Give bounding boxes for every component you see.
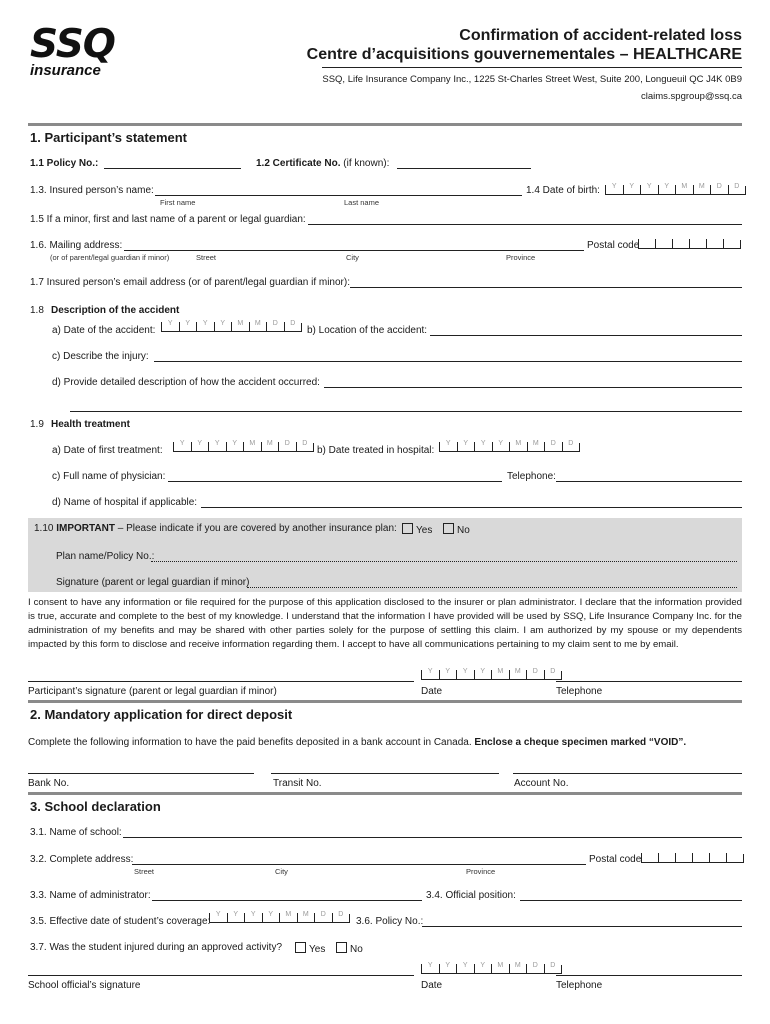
hospital-name-label: d) Name of hospital if applicable: [52, 497, 198, 508]
account-field[interactable] [513, 773, 742, 774]
date-digit-cell: M [509, 964, 527, 974]
last-name-hint: Last name [344, 198, 380, 207]
accident-date-field[interactable] [161, 320, 302, 332]
date-digit-cell: D [544, 442, 562, 452]
coverage-date-label: 3.5. Effective date of student’s coverage: [30, 916, 211, 927]
participant-sign-label: Participant’s signature (parent or legal guardian if minor) [28, 686, 277, 697]
postal-char-cell [726, 853, 743, 863]
activity-no-label: No [350, 944, 363, 955]
postal-char-cell [638, 239, 655, 249]
important-text: – Please indicate if you are covered by another insurance plan: [114, 523, 397, 534]
date-digit-cell: D [526, 670, 544, 680]
accident-title: Description of the accident [51, 305, 180, 316]
date-digit-cell: Y [456, 670, 474, 680]
activity-yes-checkbox[interactable] [295, 942, 306, 953]
participant-phone-field[interactable] [556, 681, 742, 682]
date-digit-cell: M [509, 442, 527, 452]
guardian-field[interactable] [308, 224, 742, 225]
date-digit-cell: Y [214, 322, 232, 332]
policy-field[interactable] [104, 168, 241, 169]
date-digit-cell: M [231, 322, 249, 332]
official-sign-label: School official’s signature [28, 980, 141, 991]
postal-char-cell [692, 853, 709, 863]
province-hint: Province [506, 253, 536, 262]
logo-sub: insurance [30, 62, 101, 79]
date-digit-cell: M [527, 442, 545, 452]
first-treatment-date-field[interactable] [173, 440, 314, 452]
date-digit-cell: Y [161, 322, 179, 332]
date-digit-cell: Y [492, 442, 510, 452]
section-3-title: 3. School declaration [30, 799, 161, 814]
date-digit-cell: Y [456, 964, 474, 974]
school-name-field[interactable] [123, 837, 742, 838]
date-digit-cell: D [314, 913, 332, 923]
date-digit-cell: D [728, 185, 746, 195]
date-digit-cell: M [249, 322, 267, 332]
date-digit-cell: Y [474, 964, 492, 974]
school-street-hint: Street [134, 867, 155, 876]
date-digit-cell: Y [439, 964, 457, 974]
certificate-field[interactable] [397, 168, 531, 169]
email-field[interactable] [350, 287, 742, 288]
sign-telephone-label: Telephone [556, 686, 603, 697]
deposit-intro-bold: Enclose a cheque specimen marked “VOID”. [474, 737, 687, 748]
street-hint: Street [196, 253, 217, 262]
how-field-2[interactable] [70, 411, 742, 412]
ssq-logo [30, 22, 130, 86]
date-digit-cell: Y [439, 670, 457, 680]
section-1-title: 1. Participant’s statement [30, 130, 188, 145]
injury-label: c) Describe the injury: [52, 351, 149, 362]
date-digit-cell: M [261, 442, 279, 452]
health-num: 1.9 [30, 419, 44, 430]
date-digit-cell: M [491, 670, 509, 680]
date-digit-cell: D [284, 322, 302, 332]
certificate-label: 1.2 Certificate No. [256, 158, 341, 169]
plan-field[interactable] [151, 561, 737, 562]
date-digit-cell: M [279, 913, 297, 923]
date-digit-cell: D [544, 964, 562, 974]
other-plan-no-checkbox[interactable] [443, 523, 454, 534]
accident-date-label: a) Date of the accident: [52, 325, 156, 336]
important-num: 1.10 [34, 523, 54, 534]
school-policy-field[interactable] [422, 926, 742, 927]
postal-char-cell [675, 853, 692, 863]
first-treatment-label: a) Date of first treatment: [52, 445, 163, 456]
insured-name-label: 1.3. Insured person’s name: [30, 185, 154, 196]
accident-num: 1.8 [30, 305, 44, 316]
school-postal-field[interactable] [641, 854, 744, 863]
postal-char-cell [672, 239, 689, 249]
administrator-label: 3.3. Name of administrator: [30, 890, 151, 901]
hospital-date-field[interactable] [439, 440, 580, 452]
date-digit-cell: D [710, 185, 728, 195]
coverage-date-field[interactable] [209, 911, 350, 923]
company-address: SSQ, Life Insurance Company Inc., 1225 St-Charles Street West, Suite 200, Longueuil QC J4K 0B9 [322, 74, 742, 85]
guardian-label: 1.5 If a minor, first and last name of a parent or legal guardian: [30, 214, 306, 225]
school-address-label: 3.2. Complete address: [30, 854, 134, 865]
accident-location-field[interactable] [430, 335, 742, 336]
date-digit-cell: Y [227, 913, 245, 923]
date-digit-cell: M [693, 185, 711, 195]
mailing-sub: (or of parent/legal guardian if minor) [50, 253, 170, 262]
important-bold: IMPORTANT [56, 523, 115, 534]
position-field[interactable] [520, 900, 742, 901]
date-digit-cell: M [297, 913, 315, 923]
health-title: Health treatment [51, 419, 130, 430]
physician-label: c) Full name of physician: [52, 471, 166, 482]
how-field[interactable] [324, 387, 742, 388]
date-digit-cell: Y [262, 913, 280, 923]
email-label: 1.7 Insured person’s email address (or of parent/legal guardian if minor): [30, 277, 350, 288]
date-digit-cell: M [491, 964, 509, 974]
school-postal-label: Postal code [589, 854, 642, 865]
guardian-sign-field[interactable] [247, 587, 737, 588]
physician-tel-label: Telephone: [507, 471, 556, 482]
date-digit-cell: Y [226, 442, 244, 452]
first-name-hint: First name [160, 198, 196, 207]
section-2-title: 2. Mandatory application for direct deposit [30, 707, 293, 722]
date-digit-cell: Y [191, 442, 209, 452]
bank-field[interactable] [28, 773, 254, 774]
date-digit-cell: Y [658, 185, 676, 195]
plan-label: Plan name/Policy No.: [56, 551, 155, 562]
administrator-field[interactable] [152, 900, 422, 901]
official-telephone-label: Telephone [556, 980, 603, 991]
account-label: Account No. [514, 778, 569, 789]
certificate-note: (if known): [343, 158, 390, 169]
transit-label: Transit No. [273, 778, 322, 789]
date-digit-cell: D [266, 322, 284, 332]
participant-signature-field[interactable] [28, 681, 414, 682]
physician-field[interactable] [168, 481, 502, 482]
date-digit-cell: Y [209, 913, 227, 923]
date-digit-cell: Y [457, 442, 475, 452]
signature-date-field[interactable] [421, 668, 562, 680]
activity-no-checkbox[interactable] [336, 942, 347, 953]
deposit-intro: Complete the following information to have the paid benefits deposited in a bank account in Canada. [28, 737, 475, 748]
other-plan-yes-checkbox[interactable] [402, 523, 413, 534]
date-digit-cell: Y [474, 670, 492, 680]
consent-paragraph: I consent to have any information or file required for the purpose of this application disclosed to the insurer or plan administrator. I declare that the information provided is true, accurate and complete to the best of my knowledge. I understand that the information I have provided will be used by SSQ, Life Insurance Company Inc. for the administration of my benefits and may be shared with other parties solely for the purpose of settling this claim. I am authorized by my spouse or my dependents impacted by this form to disclose and receive information regarding them. I accept to have all communications pertaining to my claim sent to me by email. [28, 597, 742, 650]
hospital-date-label: b) Date treated in hospital: [317, 445, 435, 456]
date-digit-cell: Y [208, 442, 226, 452]
official-signature-field[interactable] [28, 975, 414, 976]
date-digit-cell: M [675, 185, 693, 195]
official-date-field[interactable] [421, 962, 562, 974]
postal-char-cell [641, 853, 658, 863]
date-digit-cell: Y [623, 185, 641, 195]
physician-tel-field[interactable] [556, 481, 742, 482]
postal-code-field[interactable] [638, 240, 741, 249]
activity-yes-label: Yes [309, 944, 326, 955]
date-digit-cell: Y [196, 322, 214, 332]
date-digit-cell: D [544, 670, 562, 680]
no-label: No [457, 525, 470, 536]
date-digit-cell: D [278, 442, 296, 452]
postal-char-cell [723, 239, 740, 249]
date-digit-cell: Y [605, 185, 623, 195]
date-digit-cell: D [526, 964, 544, 974]
school-policy-label: 3.6. Policy No.: [356, 916, 424, 927]
postal-label: Postal code [587, 240, 640, 251]
date-digit-cell: Y [421, 670, 439, 680]
date-digit-cell: Y [244, 913, 262, 923]
date-digit-cell: D [562, 442, 580, 452]
sign-date-label: Date [421, 686, 443, 697]
date-digit-cell: Y [421, 964, 439, 974]
policy-label: 1.1 Policy No.: [30, 158, 99, 169]
postal-char-cell [709, 853, 726, 863]
approved-activity-label: 3.7. Was the student injured during an approved activity? [30, 942, 283, 953]
date-digit-cell: Y [439, 442, 457, 452]
date-digit-cell: Y [173, 442, 191, 452]
mailing-field[interactable] [124, 250, 584, 251]
form-title: Confirmation of accident-related loss [459, 27, 742, 44]
mailing-label: 1.6. Mailing address: [30, 240, 123, 251]
how-label: d) Provide detailed description of how the accident occurred: [52, 377, 320, 388]
accident-location-label: b) Location of the accident: [307, 325, 428, 336]
postal-char-cell [689, 239, 706, 249]
postal-char-cell [706, 239, 723, 249]
position-label: 3.4. Official position: [426, 890, 516, 901]
dob-date-field[interactable] [605, 183, 746, 195]
postal-char-cell [658, 853, 675, 863]
school-name-label: 3.1. Name of school: [30, 827, 122, 838]
date-digit-cell: Y [179, 322, 197, 332]
school-province-hint: Province [466, 867, 496, 876]
date-digit-cell: Y [640, 185, 658, 195]
guardian-sign-label: Signature (parent or legal guardian if minor) [56, 577, 250, 588]
date-digit-cell: Y [474, 442, 492, 452]
date-digit-cell: M [243, 442, 261, 452]
city-hint: City [346, 253, 359, 262]
injury-field[interactable] [154, 361, 742, 362]
insured-name-field[interactable] [155, 195, 522, 196]
company-email: claims.spgroup@ssq.ca [641, 91, 742, 102]
date-digit-cell: M [509, 670, 527, 680]
postal-char-cell [655, 239, 672, 249]
school-city-hint: City [275, 867, 288, 876]
yes-label: Yes [416, 525, 433, 536]
date-digit-cell: D [296, 442, 314, 452]
official-phone-field[interactable] [556, 975, 742, 976]
dob-label: 1.4 Date of birth: [526, 185, 600, 196]
bank-label: Bank No. [28, 778, 70, 789]
transit-field[interactable] [271, 773, 499, 774]
school-address-field[interactable] [132, 864, 586, 865]
form-subtitle: Centre d’acquisitions gouvernementales – HEALTHCARE [306, 46, 742, 63]
logo-brand: SSQ [30, 22, 115, 67]
date-digit-cell: D [332, 913, 350, 923]
hospital-name-field[interactable] [201, 507, 742, 508]
official-date-label: Date [421, 980, 443, 991]
